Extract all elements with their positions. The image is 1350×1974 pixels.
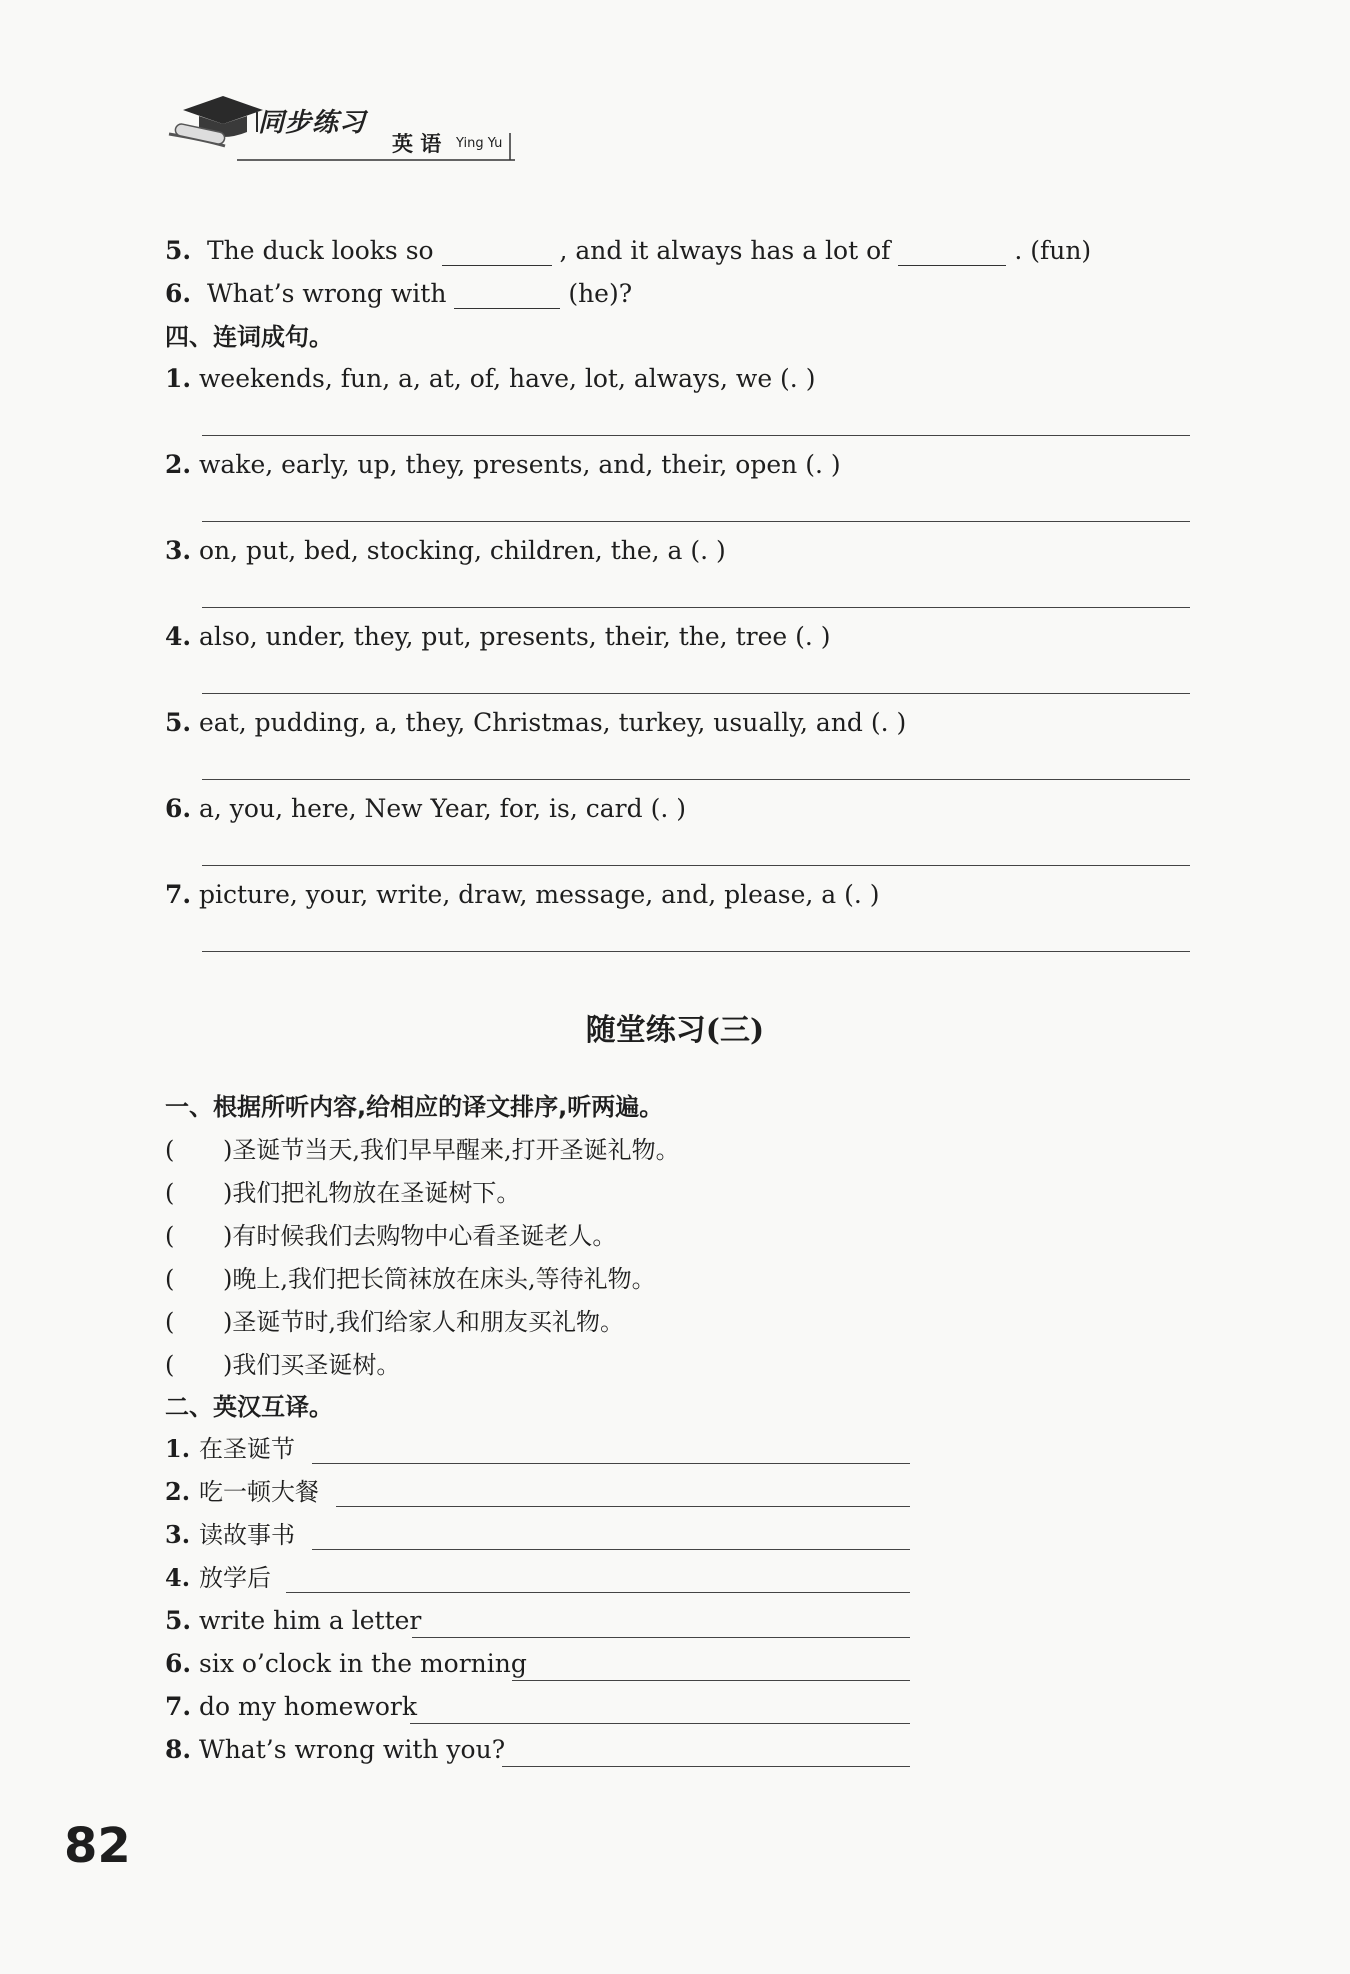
listening-item: ( )晚上,我们把长筒袜放在床头,等待礼物。 [165, 1265, 656, 1293]
subject-pinyin: Ying Yu [456, 136, 503, 151]
section-heading-translation: 二、英汉互译。 [165, 1393, 333, 1421]
listening-item: ( )有时候我们去购物中心看圣诞老人。 [165, 1222, 617, 1250]
translation-item: 4. 放学后 [165, 1563, 271, 1592]
listening-item: ( )圣诞节时,我们给家人和朋友买礼物。 [165, 1308, 624, 1336]
translation-item: 6. six o’clock in the morning [165, 1649, 527, 1678]
item-number: 3. [165, 536, 192, 565]
translation-item: 8. What’s wrong with you? [165, 1735, 506, 1764]
reorder-item-3: 3. on, put, bed, stocking, children, the, a (. ) [165, 536, 726, 565]
item-number: 5. [165, 708, 192, 737]
listening-item: ( )我们把礼物放在圣诞树下。 [165, 1179, 521, 1207]
subject-label: 英 语 [392, 132, 442, 156]
answer-line[interactable] [502, 1766, 910, 1767]
item-number: 3. [165, 1520, 191, 1549]
item-number: 8. [165, 1735, 192, 1764]
item-number: 1. [165, 1434, 191, 1463]
item-number: 2. [165, 1477, 191, 1506]
translation-item: 2. 吃一顿大餐 [165, 1477, 319, 1506]
translation-item: 1. 在圣诞节 [165, 1434, 295, 1463]
answer-line[interactable] [202, 607, 1190, 608]
translation-item: 5. write him a letter [165, 1606, 422, 1635]
item-number: 6. [165, 1649, 192, 1678]
item-number: 6. [165, 794, 192, 823]
answer-line[interactable] [202, 951, 1190, 952]
fill-blank-item-6: 6. What’s wrong with (he)? [165, 279, 633, 308]
item-number: 7. [165, 880, 192, 909]
reorder-item-4: 4. also, under, they, put, presents, their, the, tree (. ) [165, 622, 831, 651]
reorder-item-5: 5. eat, pudding, a, they, Christmas, turkey, usually, and (. ) [165, 708, 907, 737]
answer-line[interactable] [202, 865, 1190, 866]
listening-item: ( )我们买圣诞树。 [165, 1351, 401, 1379]
translation-item: 7. do my homework [165, 1692, 417, 1721]
answer-line[interactable] [286, 1592, 910, 1593]
reorder-item-6: 6. a, you, here, New Year, for, is, card (. ) [165, 794, 686, 823]
answer-line[interactable] [202, 435, 1190, 436]
item-number: 4. [165, 622, 192, 651]
hint-word: (he)? [568, 279, 633, 308]
answer-line[interactable] [410, 1723, 910, 1724]
item-number: 7. [165, 1692, 192, 1721]
practice-title: 随堂练习(三) [585, 1013, 765, 1048]
hint-word: (fun) [1030, 236, 1092, 265]
answer-line[interactable] [412, 1637, 910, 1638]
reorder-item-7: 7. picture, your, write, draw, message, and, please, a (. ) [165, 880, 880, 909]
item-number: 5. [165, 1606, 192, 1635]
section-heading-4: 四、连词成句。 [165, 323, 333, 351]
answer-line[interactable] [512, 1680, 910, 1681]
answer-blank[interactable] [454, 284, 560, 309]
item-number: 4. [165, 1563, 191, 1592]
answer-line[interactable] [336, 1506, 910, 1507]
reorder-item-1: 1. weekends, fun, a, at, of, have, lot, always, we (. ) [165, 364, 816, 393]
answer-line[interactable] [202, 693, 1190, 694]
answer-line[interactable] [312, 1549, 910, 1550]
listening-item: ( )圣诞节当天,我们早早醒来,打开圣诞礼物。 [165, 1136, 680, 1164]
item-number: 5. [165, 236, 192, 265]
item-number: 2. [165, 450, 192, 479]
item-number: 1. [165, 364, 192, 393]
series-title: 同步练习 [258, 108, 367, 138]
answer-line[interactable] [202, 521, 1190, 522]
section-heading-listening: 一、根据所听内容,给相应的译文排序,听两遍。 [165, 1093, 664, 1121]
translation-item: 3. 读故事书 [165, 1520, 295, 1549]
fill-blank-item-5: 5. The duck looks so , and it always has a lot of . (fun) [165, 236, 1092, 265]
page-number: 82 [64, 1818, 131, 1874]
reorder-item-2: 2. wake, early, up, they, presents, and, their, open (. ) [165, 450, 841, 479]
item-number: 6. [165, 279, 192, 308]
answer-line[interactable] [312, 1463, 910, 1464]
answer-blank[interactable] [442, 241, 552, 266]
answer-blank[interactable] [898, 241, 1006, 266]
answer-line[interactable] [202, 779, 1190, 780]
